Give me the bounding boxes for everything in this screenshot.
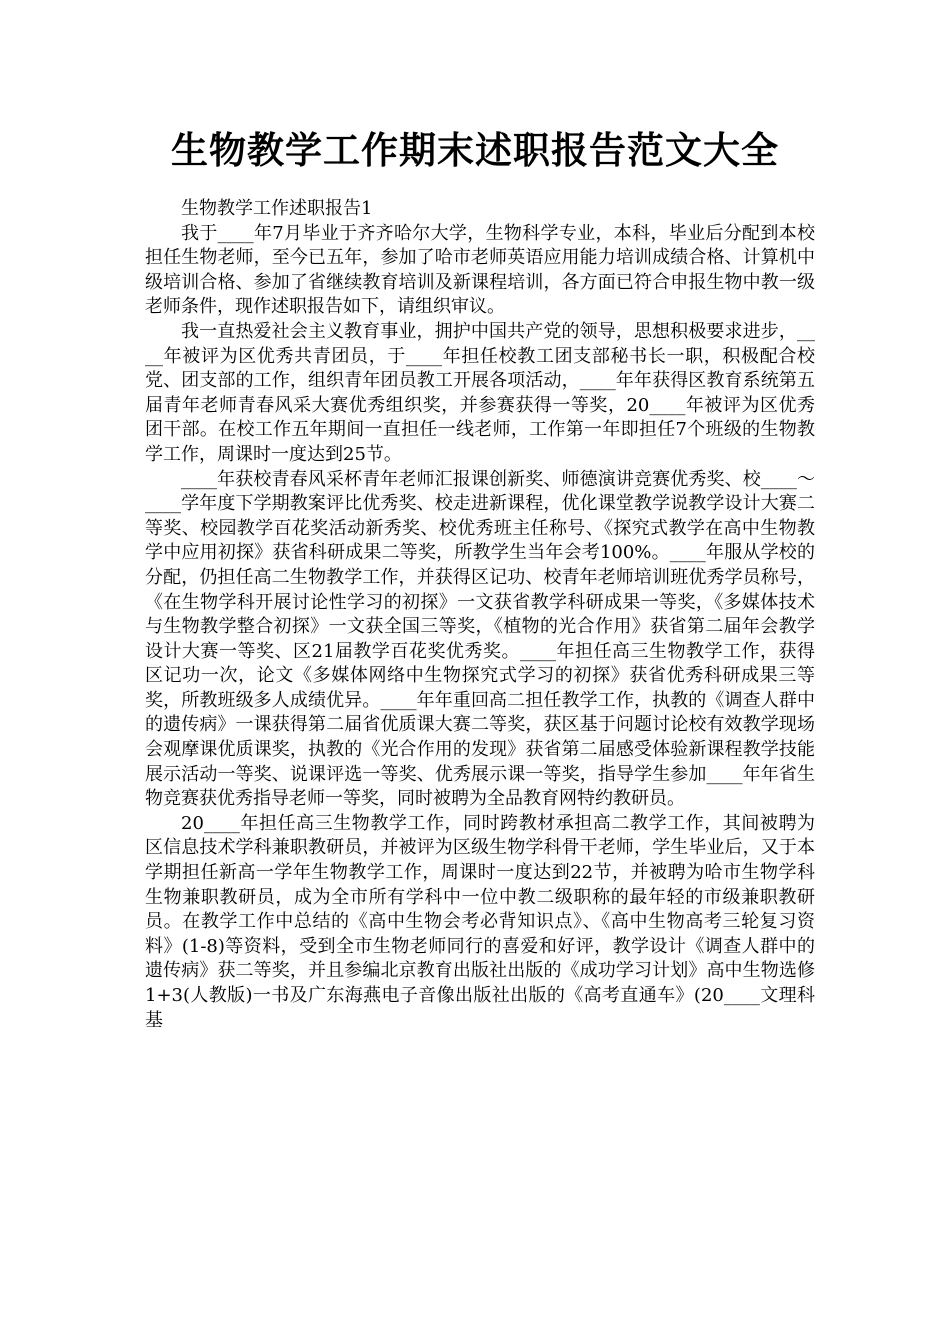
document-body	[145, 197, 815, 1033]
report-subheading: 生物教学工作述职报告1	[181, 198, 373, 219]
paragraph-introduction: 我于____年7月毕业于齐齐哈尔大学，生物科学专业，本科，毕业后分配到本校担任生物老师，至今已五年，参加了哈市老师英语应用能力培训成绩合格、计算机中级培训合格、参加了省继续教育培训及新课程培训，各方面已符合申报生物中教一级老师条件，现作述职报告如下，请组织审议。	[145, 222, 815, 318]
document-title: 生物教学工作期末述职报告范文大全	[171, 129, 779, 172]
paragraph-awards: ____年获校青春风采杯青年老师汇报课创新奖、师德演讲竞赛优秀奖、校____～____学年度下学期教案评比优秀奖、校走进新课程，优化课堂教学说教学设计大赛二等奖、校园教学百花奖活动新秀奖、校优秀班主任称号、《探究式教学在高中生物教学中应用初探》获省科研成果二等奖，所教学生当年会考100%。____年服从学校的分配，仍担任高二生物教学工作，并获得区记功、校青年老师培训班优秀学员称号，《在生物学科开展讨论性学习的初探》一文获省教学科研成果一等奖，《多媒体技术与生物教学整合初探》一文获全国三等奖，《植物的光合作用》获省第二届年会教学设计大赛一等奖、区21届教学百花奖优秀奖。____年担任高三生物教学工作，获得区记功一次，论文《多媒体网络中生物探究式学习的初探》获省优秀科研成果三等奖，所教班级多人成绩优异。____年年重回高二担任教学工作，执教的《调查人群中的遗传病》一课获得第二届省优质课大赛二等奖，获区基于问题讨论校有效教学现场会观摩课优质课奖，执教的《光合作用的发现》获省第二届感受体验新课程教学技能展示活动一等奖、说课评选一等奖、优秀展示课一等奖，指导学生参加____年年省生物竞赛获优秀指导老师一等奖，同时被聘为全品教育网特约教研员。	[145, 468, 815, 810]
paragraph-recent-work: 20____年担任高三生物教学工作，同时跨教材承担高二教学工作，其间被聘为区信息技术学科兼职教研员，并被评为区级生物学科骨干老师，学生毕业后，又于本学期担任新高一学年生物教学工作，周课时一度达到22节，并被聘为哈市生物学科生物兼职教研员，成为全市所有学科中一位中教二级职称的最年轻的市级兼职教研员。在教学工作中总结的《高中生物会考必背知识点》、《高中生物高考三轮复习资料》(1-8)等资料，受到全市生物老师同行的喜爱和好评，教学设计《调查人群中的遗传病》获二等奖，并且参编北京教育出版社出版的《成功学习计划》高中生物选修1+3(人教版)一书及广东海燕电子音像出版社出版的《高考直通车》(20____文理科基	[145, 812, 815, 1031]
paragraph-political-record: 我一直热爱社会主义教育事业，拥护中国共产党的领导，思想积极要求进步，____年被评为区优秀共青团员，于____年担任校教工团支部秘书长一职，积极配合校党、团支部的工作，组织青年团员教工开展各项活动，____年年获得区教育系统第五届青年老师青春风采大赛优秀组织奖，并参赛获得一等奖，20____年被评为区优秀团干部。在校工作五年期间一直担任一线老师，工作第一年即担任7个班级的生物教学工作，周课时一度达到25节。	[145, 320, 815, 465]
